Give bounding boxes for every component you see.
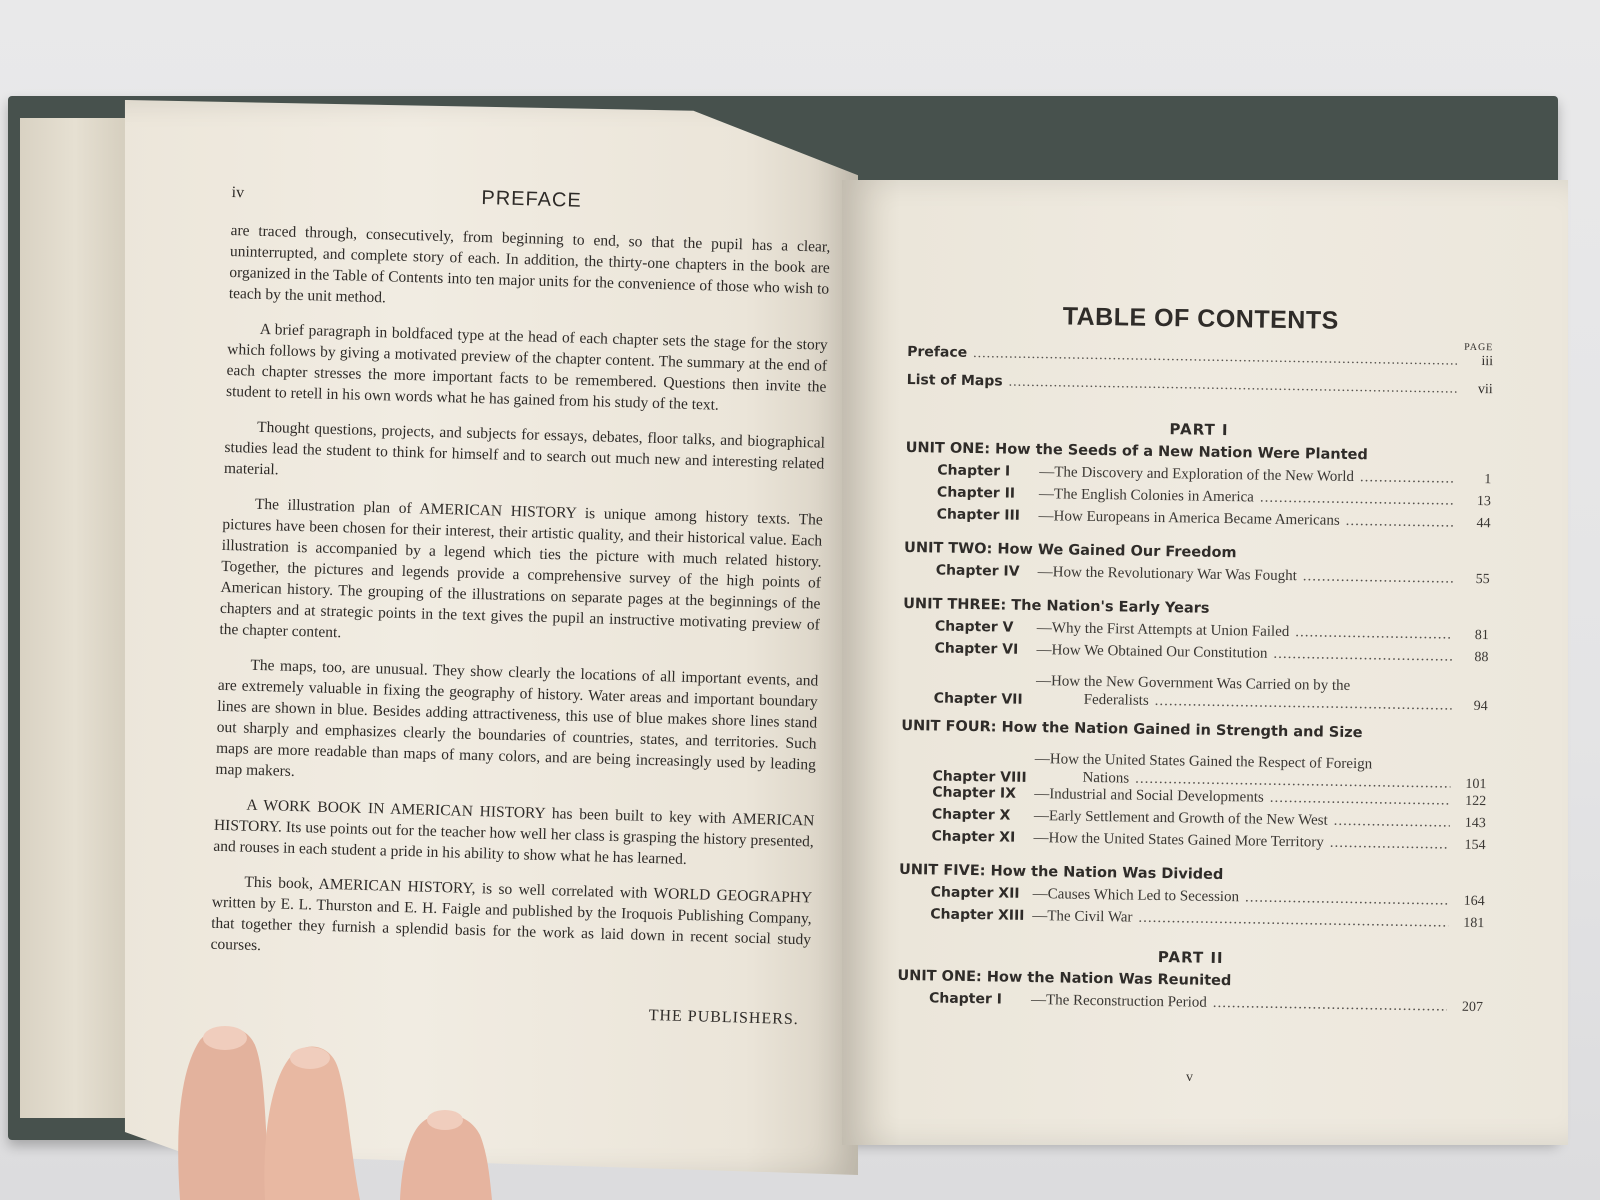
chapter-title: —How the United States Gained More Territory	[1033, 830, 1324, 851]
chapter-page: 55	[1475, 571, 1490, 588]
dot-leader	[1303, 568, 1454, 587]
unit-section	[898, 862, 1485, 937]
preface-paragraph: Thought questions, projects, and subjects for essays, debates, floor talks, and biographical studies lead the student to think for himself and to search out much new and interesting related material.	[223, 418, 826, 479]
part-heading: PART II	[1157, 948, 1224, 968]
unit-section	[904, 440, 1491, 537]
chapter-label: Chapter I	[937, 462, 1011, 480]
toc-entry-page: iii	[1481, 354, 1494, 370]
chapter-title: —Causes Which Led to Secession	[1032, 886, 1240, 906]
chapter-label: Chapter V	[934, 618, 1014, 636]
chapter-label: Chapter XII	[930, 884, 1020, 902]
chapter-page: 81	[1474, 627, 1489, 644]
chapter-page: 101	[1465, 776, 1487, 793]
chapter-page: 88	[1474, 649, 1489, 666]
chapter-title: —The English Colonies in America	[1038, 486, 1255, 506]
toc-entry-label: Preface	[907, 343, 968, 361]
chapter-page: 143	[1464, 815, 1486, 832]
preface-paragraph: are traced through, consecutively, from beginning to end, so that the pupil has a clear, uninterrupted, and complete story of each. In addition, the thirty-one chapters in the book are organized in the Table of Contents into ten major units for the convenience of those who wish to teach by the unit method.	[228, 221, 831, 307]
chapter-page: 207	[1461, 999, 1484, 1016]
chapter-page: 181	[1463, 915, 1485, 932]
chapter-label: Chapter VI	[934, 640, 1019, 658]
toc-parts	[897, 416, 1492, 1021]
front-matter-list	[906, 344, 1493, 409]
unit-section	[904, 540, 1491, 593]
left-page-number: iv	[231, 183, 245, 202]
dot-leader	[1273, 646, 1452, 666]
dot-leader	[1260, 490, 1455, 510]
unit-section	[899, 718, 1487, 859]
page-column-label: PAGE	[1464, 341, 1494, 354]
toc-entry-page: vii	[1477, 381, 1493, 398]
chapter-title: —The Civil War	[1032, 908, 1133, 926]
table-of-contents	[897, 300, 1494, 1033]
preface-paragraph: A WORK BOOK IN AMERICAN HISTORY has been built to key with AMERICAN HISTORY. Its use points out for the teacher how well her class is grasping the history presented, and rouses in each student a pride in his ability to show what he has learned.	[213, 796, 815, 868]
preface-paragraph: A brief paragraph in boldfaced type at the head of each chapter sets the stage for the story which follows by giving a motivated preview of the chapter content. The summary at the end of each chapter stresses the more important facts to be remembered. Questions then invite the student to retell in his own words what he has gained from his study of the text.	[225, 320, 828, 414]
dot-leader	[1138, 910, 1448, 932]
dot-leader	[1360, 469, 1456, 487]
unit-section	[902, 596, 1490, 715]
chapter-label: Chapter III	[936, 506, 1021, 524]
chapter-page: 154	[1464, 837, 1486, 854]
chapter-label: Chapter VII	[933, 690, 1023, 708]
unit-title: UNIT THREE: The Nation's Early Years	[903, 595, 1210, 617]
chapter-title: —How Europeans in America Became Americans	[1038, 508, 1340, 529]
chapter-title: —The Reconstruction Period	[1030, 992, 1207, 1011]
chapter-label: Chapter I	[928, 990, 1003, 1008]
part-heading: PART I	[1169, 420, 1229, 440]
preface-paragraph: The maps, too, are unusual. They show clearly the locations of all important events, and are extremely valuable in fixing the geography of history. Water areas and important boundary lines are shown in blue. Besides adding attractiveness, this use of blue makes shore lines stand out sharply and emphasizes clearly the boundaries of countries, states, and territories. Such maps are more readable than maps of many colors, and are being increasingly used by leading map makers.	[215, 656, 819, 780]
dot-leader	[1346, 513, 1455, 532]
unit-title: UNIT ONE: How the Nation Was Reunited	[897, 967, 1232, 990]
chapter-page: 1	[1484, 472, 1492, 488]
preface-paragraph: The illustration plan of AMERICAN HISTORY is unique among history texts. The pictures have been chosen for their interest, their artistic quality, and their historical value. Each illustration is accompanied by a legend which ties the picture with much related history. Together, the pictures and legends provide a comprehensive survey of the high points of American history. The grouping of the illustrations on separate pages at the beginnings of the chapters and at strategic points in the text gives the pupil an instructive motivating preview of the chapter content.	[219, 495, 823, 642]
chapter-title-wrap	[1036, 671, 1489, 715]
publisher-signature: THE PUBLISHERS.	[648, 1006, 800, 1029]
chapter-title: —Why the First Attempts at Union Failed	[1036, 620, 1290, 641]
page-block-edge	[20, 118, 130, 1118]
dot-leader	[1295, 624, 1453, 643]
unit-section	[897, 968, 1484, 1021]
chapter-page: 122	[1465, 793, 1487, 810]
preface-heading: PREFACE	[481, 186, 583, 212]
chapter-title: —Industrial and Social Developments	[1034, 786, 1264, 806]
dot-leader	[1245, 889, 1449, 909]
chapter-page: 94	[1473, 698, 1488, 715]
chapter-title-continued: Federalists	[1083, 691, 1149, 709]
chapter-title: —How the Revolutionary War Was Fought	[1037, 564, 1297, 585]
dot-leader	[1155, 693, 1452, 715]
chapter-title: —Early Settlement and Growth of the New West	[1033, 808, 1328, 829]
chapter-label: Chapter IX	[932, 784, 1017, 802]
chapter-title: —The Discovery and Exploration of the New World	[1039, 464, 1355, 486]
dot-leader	[1330, 835, 1450, 854]
right-page-number: v	[1186, 1070, 1193, 1085]
toc-entry-label: List of Maps	[906, 371, 1003, 390]
unit-title: UNIT FOUR: How the Nation Gained in Strength and Size	[901, 717, 1363, 742]
chapter-page: 164	[1463, 893, 1485, 910]
chapter-label: Chapter XI	[931, 828, 1016, 846]
dot-leader	[1270, 790, 1451, 810]
unit-title: UNIT FIVE: How the Nation Was Divided	[898, 861, 1224, 884]
chapter-label: Chapter II	[936, 484, 1016, 502]
dot-leader	[1334, 813, 1450, 832]
dot-leader	[1213, 995, 1447, 1016]
preface-text	[207, 180, 832, 1096]
hand-image	[170, 1010, 510, 1200]
chapter-title: —How the New Government Was Carried on by the	[1035, 673, 1351, 694]
chapter-label: Chapter IV	[935, 562, 1020, 580]
unit-title: UNIT TWO: How We Gained Our Freedom	[903, 539, 1237, 562]
chapter-label: Chapter VIII	[932, 768, 1027, 786]
chapter-title-continued: Nations	[1082, 769, 1130, 787]
chapter-label: Chapter XIII	[930, 906, 1025, 924]
chapter-title: —How the United States Gained the Respect of Foreign	[1034, 751, 1373, 773]
toc-title: TABLE OF CONTENTS	[1062, 302, 1339, 335]
chapter-page: 44	[1476, 515, 1491, 532]
chapter-page: 13	[1476, 493, 1492, 510]
chapter-entry	[902, 662, 1489, 715]
chapter-label: Chapter X	[931, 806, 1011, 824]
preface-paragraph: This book, AMERICAN HISTORY, is so well correlated with WORLD GEOGRAPHY written by E. L. Thurston and E. H. Faigle and published by the Iroquois Publishing Company, that together they furnish a splendid basis for the work as laid down in recent social study courses.	[210, 873, 813, 955]
chapter-title: —How We Obtained Our Constitution	[1036, 642, 1268, 662]
unit-title: UNIT ONE: How the Seeds of a New Nation Were Planted	[905, 439, 1368, 464]
